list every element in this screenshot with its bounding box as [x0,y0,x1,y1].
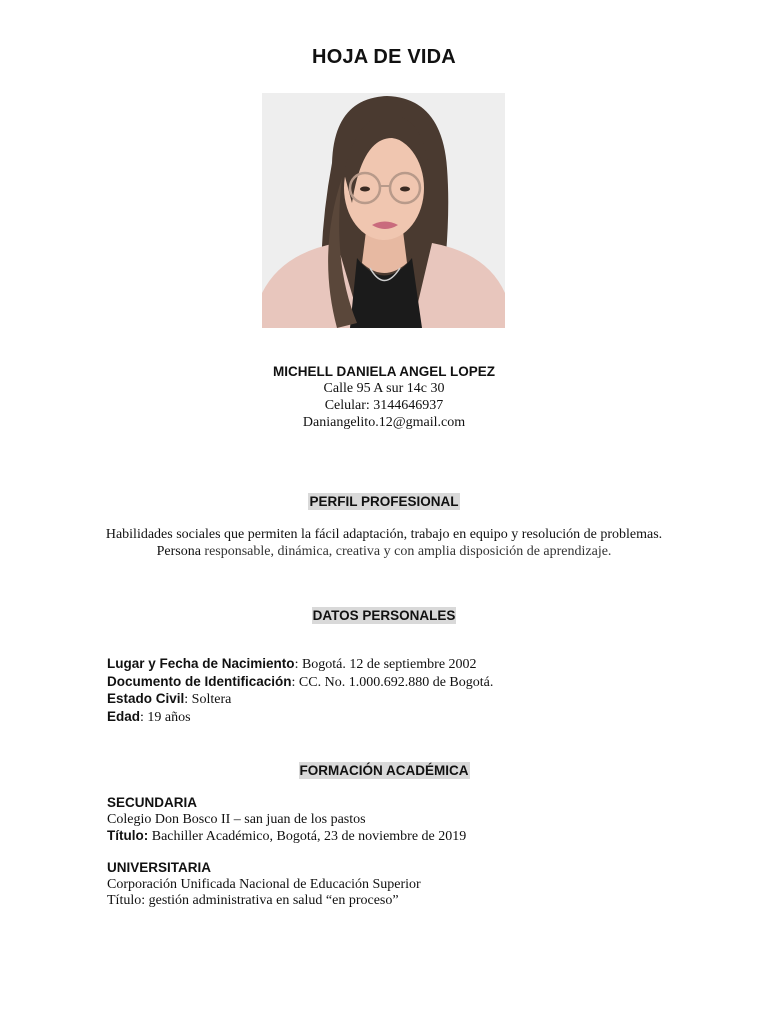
education-heading [0,762,768,780]
personal-data-list [107,656,707,726]
id-value: : CC. No. 1.000.692.880 de Bogotá. [291,674,494,690]
university-title: UNIVERSITARIA [107,860,212,875]
profile-line-1: Habilidades sociales que permiten la fácil adaptación, trabajo en equipo y resolución de problemas. [105,527,663,542]
university-education [107,860,707,910]
civil-status-value: : Soltera [184,692,232,707]
profile-heading [0,493,768,511]
birth-row [107,656,707,674]
id-row [107,674,707,692]
contact-block [0,363,768,431]
personal-heading [0,607,768,625]
profile-line-2 [0,543,768,560]
email: Daniangelito.12@gmail.com [302,415,466,430]
personal-heading-text: DATOS PERSONALES [312,608,456,623]
secondary-degree [107,828,707,846]
university-degree: Título: gestión administrativa en salud “en proceso” [107,893,399,908]
profile-line-2-start: Persona [156,544,201,559]
civil-status-row [107,691,707,709]
profile-photo [262,93,505,328]
profile-heading-text: PERFIL PROFESIONAL [309,494,459,509]
secondary-school: Colegio Don Bosco II – san juan de los pastos [107,811,366,827]
birth-value: : Bogotá. 12 de septiembre 2002 [294,657,477,672]
civil-status-label: Estado Civil [107,691,185,706]
age-row [107,709,707,727]
secondary-degree-label: Título: [107,828,149,843]
secondary-title: SECUNDARIA [107,795,198,810]
education-heading-text: FORMACIÓN ACADÉMICA [299,763,469,778]
profile-line-2-rest: responsable, dinámica, creativa y con amplia disposición de aprendizaje. [200,544,612,559]
age-value: : 19 años [140,709,191,725]
phone: Celular: 3144646937 [324,398,444,413]
address: Calle 95 A sur 14c 30 [323,381,445,396]
profile-text [0,526,768,560]
secondary-degree-value: Bachiller Académico, Bogotá, 23 de noviembre de 2019 [148,829,467,844]
id-label: Documento de Identificación [107,673,292,689]
full-name: MICHELL DANIELA ANGEL LOPEZ [272,364,495,379]
university-school: Corporación Unificada Nacional de Educación Superior [107,876,421,892]
age-label: Edad [107,708,141,724]
document-title: HOJA DE VIDA [312,46,456,68]
birth-label: Lugar y Fecha de Nacimiento [107,656,295,671]
secondary-education [107,795,707,846]
